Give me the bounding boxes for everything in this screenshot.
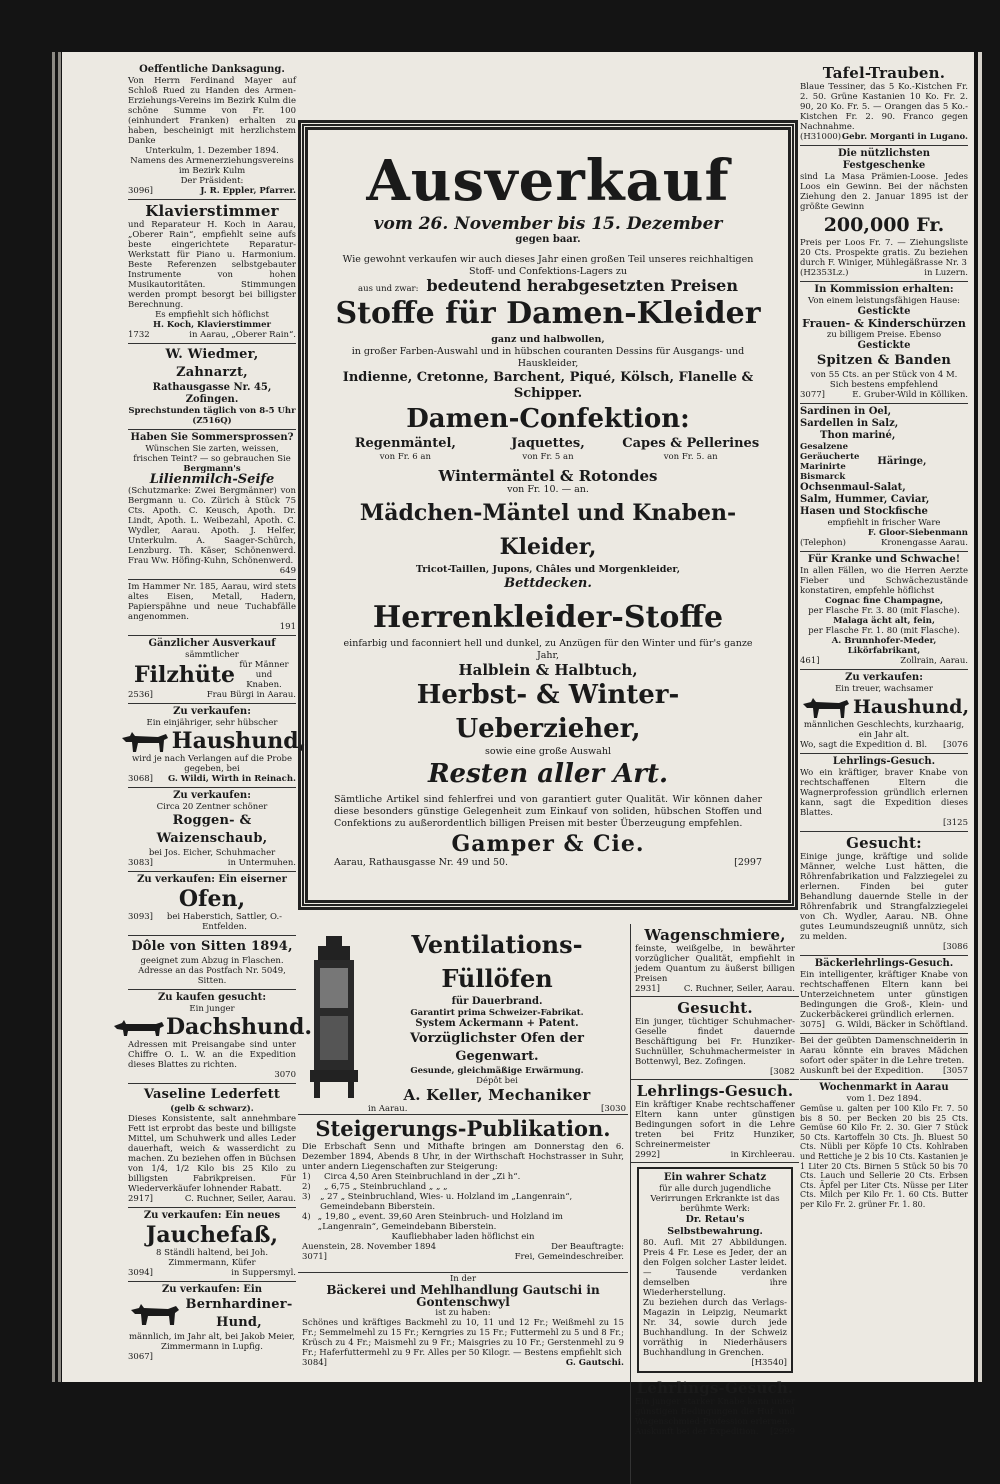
- middle-right-ads: [630, 924, 799, 1484]
- ad-praemien-loose: Die nützlichsten Festgeschenke sind La Masa Prämien-Loose. Jedes Loos ein Gewinn. Bei der nächsten Ziehung den 2. Januar 1895 ist der größte Gewinn 200,000 Fr. Preis per Loos Fr. 7. — Ziehungsliste 20 Cts. Prospekte gratis. Zu beziehen durch F. Winiger, Mühlegäßrasse Nr. 3 (H2353Lz.) in Luzern.: [800, 146, 968, 282]
- ad-lehrlings-gesuch-2: Lehrlings-Gesuch. Ein junger starker Knabe kann unter günstigen Bedingungen die Huf- und Wagenschmied-Profession erlernen. Auskunft bei der Expedition. [2999: [635, 1379, 795, 1437]
- steigerung-row: 3) „ 27 „ Steinbruchland, Wies- u. Holzland im „Langenrain“, Gemeindebann Biberstein.: [302, 1192, 573, 1212]
- ad-kranke: Für Kranke und Schwache! In allen Fällen, wo die Herren Aerzte Fieber und Schwächezustände konstatiren, empfehle höflichst Cognac fine Champagne, per Flasche Fr. 3. 80 (mit Flasche). Malaga ächt alt, fein, per Flasche Fr. 1. 80 (mit Flasche). A. Brunnhofer-Meder, Likörfabrikant, 461] Zollrain, Aarau.: [800, 552, 968, 670]
- bernhardiner-dog-icon: [128, 1301, 182, 1327]
- page-edge: [52, 52, 55, 1382]
- ad-klavierstimmer: Klavierstimmer und Reparateur H. Koch in Aarau, „Oberer Rain“, empfiehlt seine aufs beste eingerichtete Reparatur-Werkstatt für Piano u. Harmonium. Beste Referenzen selbstgebauter Instrumente von hohen Musikautoritäten. Stimmungen werden prompt besorgt bei billigster Berechnung. Es empfiehlt sich höflichst H. Koch, Klavierstimmer 1732 in Aarau, „Oberer Rain“.: [128, 200, 296, 344]
- ad-danksagung: Oeffentliche Danksagung. Von Herrn Ferdinand Mayer auf Schloß Rued zu Handen des Armen-Erziehungs-Vereins im Bezirk Kulm die schöne Summe von Fr. 100 (einhundert Franken) erhalten zu haben, bescheinigt mit herzlichstem Danke Unterkulm, 1. Dezember 1894. Namens des Armenerziehungsvereins im Bezirk Kulm Der Präsident: 3096] J. R. Eppler, Pfarrer.: [128, 62, 296, 200]
- ad-filzhuete: Gänzlicher Ausverkauf sämmtlicher Filzhüte für Männer und Knaben. 2536] Frau Bürgi in Aarau.: [128, 636, 296, 704]
- left-column: [128, 62, 313, 1362]
- ad-jauchefass: Zu verkaufen: Ein neues Jauchefaß, 8 Ständli haltend, bei Joh. Zimmermann, Küfer 3094] in Suppersmyl.: [128, 1208, 296, 1282]
- steigerung-row: 2) „ 6,75 „ Steinbruchland „ „ „: [302, 1182, 448, 1192]
- steigerung-row: 1) Circa 4,50 Aren Steinbruchland in der „Zi h“.: [302, 1172, 521, 1182]
- ad-kommission: In Kommission erhalten: Von einem leistungsfähigen Hause: Gestickte Frauen- & Kinderschürzen zu billigem Preise. Ebenso Gestickte Spitzen & Banden von 55 Cts. an per Stück von 4 M. Sich bestens empfehlend 3077] E. Gruber-Wild in Kölliken.: [800, 282, 968, 404]
- dog-icon: [118, 728, 172, 754]
- right-column: [800, 62, 968, 1324]
- ausverkauf-ad: Ausverkauf vom 26. November bis 15. Dezember gegen baar. Wie gewohnt verkaufen wir auch dieses Jahr einen großen Teil unseres reichhaltigen Stoff- und Confektions-Lagers zu aus und zwar: bedeutend herabgesetzten Preisen Stoffe für Damen-Kleider ganz und halbwollen, in großer Farben-Auswahl und in hübschen couranten Dessins für Ausgangs- und Hauskleider, Indienne, Cretonne, Barchent, Piqué, Kölsch, Flanelle & Schipper. Damen-Confektion: Regenmäntel, Jaquettes, Capes & Pellerines von Fr. 6 an von Fr. 5 an von Fr. 5. an Wintermäntel & Rotondes von Fr. 10. — an. Mädchen-Mäntel und Knaben-Kleider, Tricot-Taillen, Jupons, Châles und Morgenkleider, Bettdecken. Herrenkleider-Stoffe einfarbig und faconniert hell und dunkel, zu Anzügen für den Winter und für's ganze Jahr, Halblein & Halbtuch, Herbst- & Winter-Ueberzieher, sowie eine große Auswahl Resten aller Art. Sämtliche Artikel sind fehlerfrei und von garantiert guter Qualität. Wir können daher diese besonders günstige Gelegenheit zum Einkauf von soliden, hübschen Stoffen und Confektions zu außerordentlich billigen Preisen mit bester Überzeugung empfehlen. Gamper & Cie. Aarau, Rathausgasse Nr. 49 und 50. [2997: [298, 120, 798, 910]
- ad-gesucht-maenner: Gesucht: Einige junge, kräftige und solide Männer, welche Lust hätten, die Röhrenfabrikation und Falzziegelei zu erlernen. Finden bei guter Behandlung dauernde Stelle in der Röhrenfabrik und Strangfalzziegelei von Ch. Wydler, Aarau. NB. Ohne gutes Leumundszeugniß unnütz, sich zu melden. [3086: [800, 832, 968, 956]
- middle-column: [298, 62, 798, 1437]
- baeckerei-ad: In der Bäckerei und Mehlhandlung Gautschi in Gontenschwyl ist zu haben: Schönes und kräftiges Backmehl zu 10, 11 und 12 Fr.; Weißmehl zu 15 Fr.; Semmelmehl zu 15 Fr.; Kerngries zu 15 Fr.; Futtermehl zu 5 und 8 Fr.; Krüsch zu 4 Fr.; Maismehl zu 9 Fr.; Maisgries zu 10 Fr.; Gerstenmehl zu 9 Fr.; Haferfuttermehl zu 9 Fr. Alles per 50 Kilogr. — Bestens empfiehlt sich 3084] G. Gautschi.: [302, 1274, 624, 1368]
- ventilation-ad: Ventilations-Füllöfen für Dauerbrand. Garantirt prima Schweizer-Fabrikat. System Ackermann + Patent. Vorzüglichster Ofen der Gegenwart. Gesunde, gleichmäßige Erwärmung. Dépôt bei A. Keller, Mechaniker in Aarau. [3030: [298, 924, 628, 1115]
- ad-sardinen: Sardinen in Oel, Sardellen in Salz, Thon mariné, Gesalzene Geräucherte Marinirte Bismarck Häringe, Ochsenmaul-Salat, Salm, Hummer, Caviar, Hasen und Stockfische empfiehlt in frischer Ware F. Gloor-Siebenmann (Telephon) Kronengasse Aarau.: [800, 404, 968, 552]
- ad-lehrlings-gesuch: Lehrlings-Gesuch. Ein kräftiger Knabe rechtschaffener Eltern kann unter günstigen Bedingungen sofort in die Lehre treten bei Fritz Hunziker, Schreinermeister 2992] in Kirchleerau.: [631, 1080, 799, 1163]
- ad-roggen: Zu verkaufen: Circa 20 Zentner schöner Roggen- & Waizenschaub, bei Jos. Eicher, Schuhmacher 3083] in Untermuhen.: [128, 788, 296, 872]
- ad-haushund-2: Zu verkaufen: Ein treuer, wachsamer Haushund, männlichen Geschlechts, kurzhaarig, ein Jahr alt. Wo, sagt die Expedition d. Bl. [3076: [800, 670, 968, 754]
- ad-wochenmarkt: Wochenmarkt in Aarau vom 1. Dez 1894. Gemüse u. galten per 100 Kilo Fr. 7. 50 bis 8 50. per Becken 20 bis 25 Cts. Gemüse 60 Kilo Fr. 2. 30. Gier 7 Stück 50 Cts. Kartoffeln 30 Cts. Jh. Bluest 50 Cts. Nübli per Köpfe 10 Cts. Kohlraben und Rettiche je 2 bis 10 Cts. Kastanien je 1 Liter 20 Cts. Birnen 5 Stück 50 bis 70 Cts. Lauch und Sellerie 20 Cts. Erbsen Cts. Äpfel per Liter Cts. Nüsse per Liter Cts. Milch per Kilo Fr. 1. 60 Cts. Butter per Kilo Fr. 2. grüner Fr. 1. 80.: [800, 1082, 968, 1209]
- ad-lilienmilch-seife: Haben Sie Sommersprossen? Wünschen Sie zarten, weissen, frischen Teint? — so gebrauchen Sie Bergmann's Lilienmilch-Seife (Schutzmarke: Zwei Bergmänner) von Bergmann u. Co. Zürich à Stück 75 Cts. Apoth. C. Keusch, Apoth. Dr. Lindt, Apoth. L. Weibezahl, Apoth. C. Wydler, Aarau. Apoth. J. Helfer, Unterkulm. A. Saager-Schürch, Lenzburg. Th. Käser, Schönenwerd. Frau Ww. Höfing-Kuhn, Schönenwerd. 649: [128, 430, 296, 580]
- steigerung-ad: Steigerungs-Publikation. Die Erbschaft Senn und Mithafte bringen am Donnerstag den 6. Dezember 1894, Abends 8 Uhr, in der Wirthschaft Hochstrasser in Suhr, unter andern Liegenschaften zur Steigerung: 1) Circa 4,50 Aren Steinbruchland in der „Zi h“. 2) „ 6,75 „ Steinbruchland „ „ „ 3) „ 27 „ Steinbruchland, Wies- u. Holzland im „Langenrain“, Gemeindebann Biberstein. 4) „ 19,80 „ event. 39,60 Aren Steinbruch- und Holzland im „Langenrain“, Gemeindebann Biberstein. Kaufliebhaber laden höflichst ein Auenstein, 28. November 1894 Der Beauftragte: 3071] Frei, Gemeindeschreiber.: [298, 1116, 628, 1273]
- konfektion-items: Regenmäntel, Jaquettes, Capes & Pellerines: [354, 436, 760, 451]
- konfektion-prices: von Fr. 6 an von Fr. 5 an von Fr. 5. an: [379, 452, 718, 462]
- steigerung-row: 4) „ 19,80 „ event. 39,60 Aren Steinbruch- und Holzland im „Langenrain“, Gemeindebann Biberstein.: [302, 1212, 563, 1232]
- dog-icon: [799, 694, 853, 720]
- ausverkauf-title: Ausverkauf: [366, 148, 730, 214]
- ad-haushund: Zu verkaufen: Ein einjähriger, sehr hübscher Haushund, wird je nach Verlangen auf die Probe gegeben, bei 3068] G. Wildi, Wirth in Reinach.: [128, 704, 296, 788]
- ad-ofen: Zu verkaufen: Ein eiserner Ofen, 3093] bei Haberstich, Sattler, O.-Entfelden.: [128, 872, 296, 936]
- ad-vaseline: Vaseline Lederfett (gelb & schwarz). Dieses Konsistente, salt annehmbare Fett ist erprobt das beste und billigste Mittel, um Schuhwerk und alles Leder dauerhaft, weich & wasserdicht zu machen. Zu beziehen offen in Büchsen von 1/4, 1/2 Kilo bis 25 Kilo zu billigsten Fabrikpreisen. Für Wiederverkäufer lohnender Rabatt. 2917] C. Ruchner, Seiler, Aarau.: [128, 1084, 296, 1208]
- page-edge: [58, 52, 61, 1382]
- ad-damenschneiderin: Bei der geübten Damenschneiderin in Aarau könnte ein braves Mädchen sofort oder später in die Lehre treten. Auskunft bei der Expedition. [3057: [800, 1034, 968, 1080]
- ad-tafel-trauben: Tafel-Trauben. Blaue Tessiner, das 5 Ko.-Kistchen Fr. 2. 50. Grüne Kastanien 10 Ko. Fr. 2. 90, 20 Ko. Fr. 5. — Orangen das 5 Ko.-Kistchen Fr. 2. 90. Franco gegen Nachnahme. (H31000) Gebr. Morganti in Lugano.: [800, 62, 968, 146]
- ad-bernhardiner: Zu verkaufen: Ein Bernhardiner-Hund, männlich, im Jahr alt, bei Jakob Meier, Zimmermann in Lupfig. 3067]: [128, 1284, 296, 1362]
- dachshund-icon: [112, 1014, 166, 1040]
- ad-dachshund: Zu kaufen gesucht: Ein junger Dachshund. Adressen mit Preisangabe sind unter Chiffre O. L. W. an die Expedition dieses Blattes zu richten. 3070: [128, 990, 296, 1084]
- ad-zahnarzt: W. Wiedmer, Zahnarzt, Rathausgasse Nr. 45, Zofingen. Sprechstunden täglich von 8-5 Uhr (Z516Q): [128, 344, 296, 430]
- ad-wagenschmiere: Wagenschmiere, feinste, weißgelbe, in bewährter vorzüglicher Qualität, empfiehlt in jedem Quantum zu äußerst billigen Preisen 2931] C. Ruchner, Seiler, Aarau.: [631, 924, 799, 997]
- page-edge: [978, 52, 982, 1382]
- ad-lehrlings-gesuch-3: Lehrlings-Gesuch. Wo ein kräftiger, braver Knabe von rechtschaffenen Eltern die Wagnerprofession gründlich erlernen kann, sagt die Expedition dieses Blattes. [3125: [800, 754, 968, 832]
- stove-illustration: [304, 934, 364, 1102]
- ad-gesucht-schuhmacher: Gesucht. Ein junger, tüchtiger Schuhmacher-Geselle findet dauernde Beschäftigung bei Fr. Hunziker-Suchnüller, Schuhmachermeister in Bottenwyl, Bez. Zofingen. [3082: [631, 997, 799, 1080]
- ad-doele: Dôle von Sitten 1894, geeignet zum Abzug in Flaschen. Adresse an das Postfach Nr. 5049, Sitten.: [128, 936, 296, 990]
- ad-baeckerlehrling: Bäckerlehrlings-Gesuch. Ein intelligenter, kräftiger Knabe von rechtschaffenen Eltern kann bei Unterzeichnetem unter günstigen Bedingungen die Groß-, Klein- und Zuckerbäckerei gründlich erlernen. 3075] G. Wildi, Bäcker in Schöftland.: [800, 956, 968, 1034]
- ad-wahrer-schatz: Ein wahrer Schatz für alle durch jugendliche Verirrungen Erkrankte ist das berühmte Werk: Dr. Retau's Selbstbewahrung. 80. Aufl. Mit 27 Abbildungen. Preis 4 Fr. Lese es Jeder, der an den Folgen solcher Laster leidet. — Tausende verdanken demselben ihre Wiederherstellung. Zu beziehen durch das Verlags-Magazin in Leipzig, Neumarkt Nr. 34, sowie durch jede Buchhandlung. In der Schweiz vorräthig in Niederhäusers Buchhandlung in Grenchen. [H3540]: [637, 1167, 793, 1373]
- ad-hammer: Im Hammer Nr. 185, Aarau, wird stets altes Eisen, Metall, Hadern, Papierspähne und neue Tuchabfälle angenommen. 191: [128, 580, 296, 636]
